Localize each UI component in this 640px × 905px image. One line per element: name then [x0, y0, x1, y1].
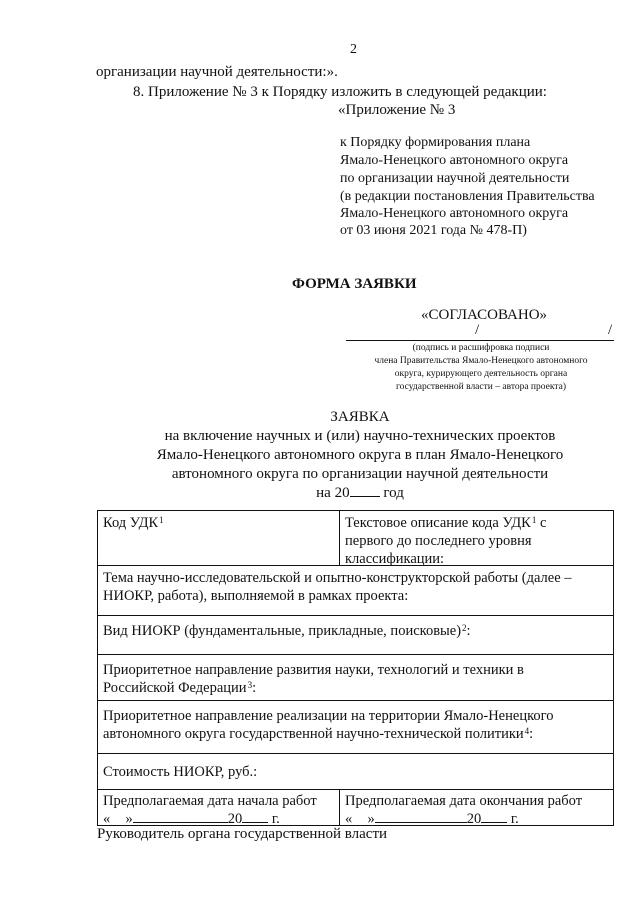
start-date-label: Предполагаемая дата начала работ	[103, 793, 317, 809]
year-blank	[350, 484, 380, 497]
udk-code-label: Код УДК	[103, 515, 159, 531]
udk-desc-line: классификации:	[345, 551, 445, 567]
form-title: ФОРМА ЗАЯВКИ	[292, 276, 417, 292]
year-suffix: г.	[271, 811, 280, 827]
application-table	[97, 510, 614, 826]
application-heading-block	[100, 408, 620, 503]
application-year	[100, 484, 620, 503]
year-prefix: на 20	[316, 485, 350, 501]
udk-desc-line: первого до последнего уровня	[345, 533, 532, 549]
priority-yanao-end: :	[529, 726, 534, 742]
cost-cell	[98, 754, 614, 790]
appendix-line: Ямало-Ненецкого автономного округа	[340, 153, 569, 168]
udk-description-cell	[340, 511, 614, 566]
start-date-cell	[98, 790, 340, 826]
appendix-line: к Порядку формирования плана	[340, 135, 531, 150]
footnote-3: 3	[247, 680, 253, 690]
footnote-1: 1	[531, 515, 537, 525]
signature-note-line: члена Правительства Ямало-Ненецкого автономного	[374, 356, 588, 366]
priority-yanao-line: Приоритетное направление реализации на территории Ямало-Ненецкого	[103, 708, 554, 724]
udk-code-cell	[98, 511, 340, 566]
approval-label: «СОГЛАСОВАНО»	[421, 307, 548, 323]
signature-note-line: (подпись и расшифровка подписи	[412, 343, 550, 353]
application-heading: ЗАЯВКА	[330, 409, 390, 425]
footnote-4: 4	[524, 726, 530, 736]
appendix-line: от 03 июня 2021 года № 478-П)	[340, 223, 527, 238]
topic-line: Тема научно-исследовательской и опытно-конструкторской работы (далее –	[103, 570, 572, 586]
appendix-line: (в редакции постановления Правительства	[340, 189, 595, 204]
appendix-line: Ямало-Ненецкого автономного округа	[340, 206, 569, 221]
month-blank	[375, 810, 467, 823]
end-date-cell	[340, 790, 614, 826]
footnote-1: 1	[159, 515, 164, 525]
cost-label: Стоимость НИОКР, руб.:	[103, 764, 258, 780]
signature-note	[350, 342, 612, 394]
intro-line-2: 8. Приложение № 3 к Порядку изложить в следующей редакции:	[133, 84, 547, 100]
type-cell	[98, 616, 614, 655]
signature-line	[346, 340, 614, 341]
priority-yanao-line: автономного округа государственной научно-технической политики	[103, 726, 524, 742]
udk-desc-line-end: с	[536, 515, 547, 531]
signature-note-line: государственной власти – автора проекта)	[396, 382, 566, 392]
priority-rf-line: Приоритетное направление развития науки, технологий и техники в	[103, 662, 524, 678]
type-label: Вид НИОКР (фундаментальные, прикладные, поисковые)	[103, 623, 462, 639]
close-quote: »	[367, 811, 375, 827]
year-prefix: 20	[466, 811, 482, 827]
year-suffix: год	[383, 485, 404, 501]
open-quote: «	[103, 811, 111, 827]
appendix-title: «Приложение № 3	[338, 102, 456, 118]
signature-separator: /	[475, 322, 480, 338]
application-line: автономного округа по организации научной деятельности	[171, 466, 549, 482]
page-number: 2	[350, 42, 357, 57]
intro-line-1: организации научной деятельности:».	[96, 64, 338, 80]
appendix-line: по организации научной деятельности	[340, 171, 570, 186]
topic-line: НИОКР, работа), выполняемой в рамках проекта:	[103, 588, 409, 604]
year-suffix: г.	[510, 811, 519, 827]
close-quote: »	[125, 811, 133, 827]
priority-yanao-cell	[98, 701, 614, 754]
signature-separator: /	[608, 322, 613, 338]
year-blank	[242, 810, 268, 823]
signature-note-line: округа, курирующего деятельность органа	[394, 369, 568, 379]
month-blank	[133, 810, 228, 823]
year-prefix: 20	[227, 811, 243, 827]
open-quote: «	[345, 811, 353, 827]
footer-line: Руководитель органа государственной власти	[97, 826, 388, 842]
application-line: на включение научных и (или) научно-технических проектов	[164, 428, 556, 444]
year-blank	[481, 810, 507, 823]
priority-rf-line: Российской Федерации	[103, 680, 247, 696]
udk-desc-line: Текстовое описание кода УДК	[345, 515, 531, 531]
type-label-end: :	[466, 623, 471, 639]
topic-cell	[98, 566, 614, 616]
end-date-label: Предполагаемая дата окончания работ	[345, 793, 583, 809]
priority-rf-end: :	[252, 680, 257, 696]
footnote-2: 2	[462, 623, 467, 633]
priority-rf-cell	[98, 655, 614, 701]
application-line: Ямало-Ненецкого автономного округа в план Ямало-Ненецкого	[156, 447, 564, 463]
